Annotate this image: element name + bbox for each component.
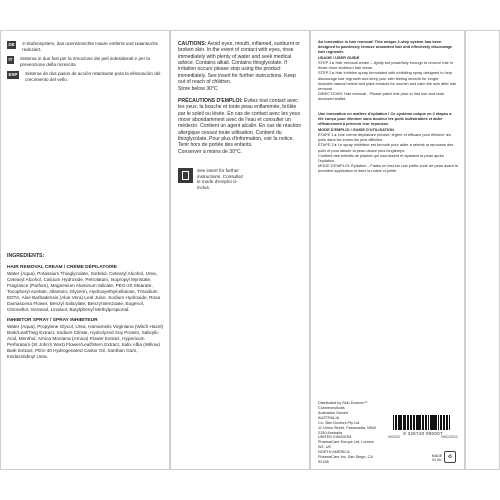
conserve-text: Conserver à moins de 30°C. (178, 148, 243, 155)
barcode-number: 9 325740 000007 (403, 431, 443, 436)
barcode-bar (449, 415, 450, 430)
lang-code: IT (8, 57, 13, 62)
lang-text: Sistema de dos pasos de acción retardante para la eliminación del crecimiento del vello. (25, 71, 161, 82)
code-right: 0902/2012 (441, 435, 458, 439)
lang-text: 2-Stufensystem, das unerwünschte Haare entfernt und Haarwuchs reduziert. (22, 41, 158, 52)
manual-text: See insert for further instructions. Consultez le mode d'emploi ci-inclus. (197, 168, 244, 190)
step2-en: STEP 2 ▸ Hair inhibitor spray formulated with inhibiting spray designed to help discourage hair regrowth and keep your skin feeling smooth for longer. (318, 70, 453, 81)
lang-text: Sistema in due fasi per la rimozione dei peli indesiderati e per la prevenzione della ricrescita (20, 56, 150, 67)
cautions-text: Avoid eyes, mouth, inflamed, sunburnt or broken skin. In the event of contact with eyes, rinse immediately with plenty of water and seek medical advice. Contains alkali. Contains thioglycolate. If irritation occurs please stop using the product immediately. See insert for further instructions. Keep out of reach of children. (178, 41, 300, 86)
precautions-heading: PRÉCAUTIONS D'EMPLOI: (178, 97, 243, 104)
inhibitor-title: INHIBITOR SPRAY / SPRAY INHIBITEUR (7, 318, 98, 324)
recycle-icon: ♻ (444, 451, 456, 463)
usage-section-fr (318, 111, 458, 173)
lang-row-it (7, 56, 165, 67)
directions-fr: MODE D'EMPLOI: Épilation – Faites un test sur une petite zone de peau avant la première application et lisez la notice ci-jointe. (318, 162, 458, 173)
usage-heading-en: USAGE / USER GUIDE (318, 55, 360, 61)
ingredients-title: INGREDIENTS: (7, 253, 45, 259)
lang-row-esp (7, 71, 165, 82)
includes-en: Includes natural herbal and plant extracts for nourish and calm the skin after hair removal. (318, 80, 457, 91)
made-in-text: MADE IN UK (431, 454, 443, 463)
cautions-section (178, 41, 304, 155)
distributor-text: Distributed by Skin Doctors™ Cosmeceuticals Australian Owned AUSTRALIA Co. Skin Doctors Pty Ltd 11 Union Street, Parramatta, NSW 2150 Australia UNITED KINGDOM PharmaCare Europe Ltd, London W1, UK NORTH AMERICA PharmaCare Inc, San Diego, CA 92108 (318, 401, 376, 465)
precautions-text: Évitez tout contact avec les yeux, la bouche et toute peau enflammée, brûlée par le soleil ou lésée. En cas de contact avec les yeux rincer abondamment avec de l'eau et consulter un médecin. Contient un agent alcalin. En cas de réaction allergique cessez toute utilisation. Contient du thioglycolate. Pour plus d'information, voir la notice. Tenir hors de portée des enfants. (178, 97, 302, 149)
step1-fr: ÉTAPE 1 ▸ Une crème dépilatoire précise, légère et efficace pour éliminer les poils dans les zones les plus difficiles. (318, 132, 451, 143)
cautions-heading: CAUTIONS: (178, 41, 207, 47)
barcode-bars (393, 415, 453, 430)
inhibitor-ingredients: Water (Aqua), Propylene Glycol, Urea, Hamamelis Virginiana (Witch Hazel) Bark/Leaf/Twig Extract, Sodium Citrate, Hydrolyzed Soy Protein, Salicylic Acid, Menthol, Arnica Montana (Arnica) Flower Extract, Hypericum Perforatum (St John's Wort) Flower/Leaf/Stem Extract, Salix Alba (Willow) Bark Extract, PEG-40 Hydrogenated Castor Oil, Xanthan Gum, Imidazolidinyl Urea. (7, 324, 164, 360)
step1-en: STEP 1 ▸ Hair removal cream – lightly but powerfully enough to remove hair in those more stubborn hair areas. (318, 60, 453, 71)
ingredients-section (7, 253, 165, 360)
intro-en: An innovative in hair removal! This unique 2-step system has been designed to painlessly remove unwanted hair and effectively discourage hair regrowth. (318, 39, 453, 55)
step2-fr: ÉTAPE 2 ▸ Le spray inhibiteur est formulé pour aider à ralentir la repousse des poils et pour laisser la peau douce plus longtemps. (318, 142, 454, 153)
directions-en: DIRECTIONS: Hair removal - Please patch test prior to first use and read enclosed leaflet. (318, 90, 444, 101)
lang-code: ESP (8, 72, 18, 77)
code-left: 002202 (388, 435, 400, 439)
intro-fr: Une innovation en matière d'épilation ! Ce système unique en 2 étapes a été conçu pour éliminer sans douleur les poils indésirables et aider efficacement à prévenir leur repousse. (318, 111, 452, 127)
label-panel-usage (310, 30, 465, 470)
instruction-leaflet-icon (178, 168, 193, 183)
includes-fr: Contient des extraits de plantes qui nourrissent et apaisent la peau après l'épilation. (318, 152, 444, 163)
lang-code: DE (8, 42, 15, 47)
store-text: Store below 30°C (178, 85, 218, 92)
lang-row-de (7, 41, 165, 52)
manual-notice (178, 168, 247, 190)
usage-section-en (318, 39, 458, 101)
cream-title: HAIR REMOVAL CREAM / CRÈME DÉPILATOIRE (7, 265, 117, 270)
barcode (393, 415, 453, 436)
label-panel-ingredients (0, 30, 170, 470)
label-panel-blank (465, 30, 500, 470)
label-panel-cautions (170, 30, 310, 470)
batch-codes (388, 435, 458, 439)
cream-ingredients: Water (Aqua), Potassium Thioglycolate, Sorbitol, Cetearyl Alcohol, Urea, Cetearyl Alcohol, Calcium Hydroxide, Petrolatum, Isopropyl Myristate, Fragrance (Parfum), Magnesium Aluminum Silicate, PEG-20 Stearate, Tocopheryl Acetate, Allantoin, Glycerin, Hydroxyethylcellulose, Trisodium EDTA, Aloe Barbadensis (Aloe Vera) Leaf Juice, Sodium Hydroxide, Rosa Damascena Flower, Benzyl Salicylate, Benzyl Benzoate, Eugenol, Citronellol, Geraniol, Linalool, Butylphenyl Methylpropional. (7, 271, 161, 313)
usage-heading-fr: MODE D'EMPLOI / GUIDE D'UTILISATION (318, 127, 394, 133)
